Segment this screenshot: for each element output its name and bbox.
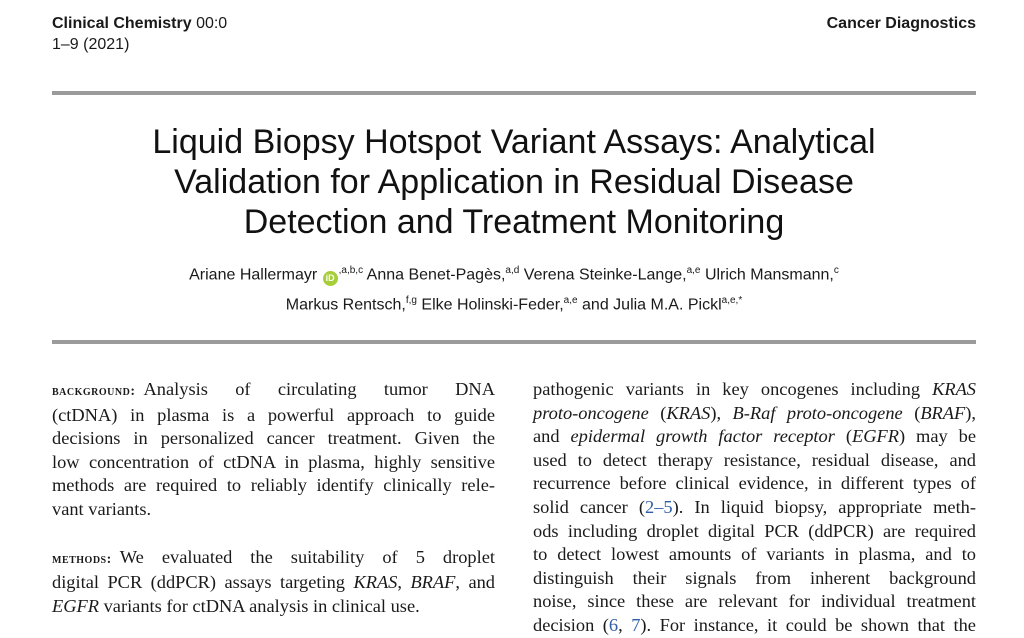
header-divider — [52, 91, 976, 95]
section-label: Cancer Diagnostics — [826, 15, 976, 32]
affiliation-marks — [722, 295, 743, 306]
text-line: proto-oncogene (KRAS), B-Raf proto-oncogene (BRAF), — [533, 402, 976, 423]
title-line: Detection and Treatment Monitoring — [243, 203, 785, 241]
text-line: noise, since these are relevant for individual treatment — [533, 591, 976, 612]
reference-link[interactable]: 2–5 — [645, 496, 673, 517]
affiliation-marks: f,g — [405, 295, 417, 307]
gene-name: KRAS — [353, 572, 398, 593]
background-label: background: — [52, 384, 136, 399]
article-title — [52, 122, 976, 242]
affiliation-marks: a,d — [505, 265, 520, 276]
gene-name: EGFR — [851, 426, 899, 447]
text-line: We evaluated the suitability of 5 droplet — [119, 546, 495, 567]
methods-label: methods: — [52, 551, 112, 567]
gene-name: BRAF — [410, 572, 456, 593]
title-line: Validation for Application in Residual Disease — [174, 163, 854, 201]
text-line: (ctDNA) in plasma is a powerful approach to guide — [52, 404, 495, 425]
text-line: Analysis of circulating tumor DNA — [143, 379, 495, 399]
title-line: Liquid Biopsy Hotspot Variant Assays: Analytical — [152, 123, 876, 161]
journal-header — [52, 13, 227, 55]
gene-name: BRAF — [920, 402, 966, 423]
author-name: Markus Rentsch, — [285, 296, 406, 314]
text-line: methods are required to reliably identify clinically rele- — [52, 475, 495, 496]
author-name: Ulrich Mansmann, — [704, 266, 834, 284]
text-line: to detect lowest amounts of variants in plasma, and to — [533, 544, 976, 565]
text-line: pathogenic variants in key oncogenes including KRAS — [533, 379, 976, 399]
author-name: Verena Steinke-Lange, — [523, 266, 687, 284]
text-line: solid cancer (2–5). In liquid biopsy, appropriate meth- — [533, 496, 977, 517]
gene-name: EGFR — [52, 595, 99, 616]
affiliation-marks: c — [833, 265, 839, 276]
author-name: and Julia M.A. Pickl — [582, 296, 722, 314]
journal-name: Clinical Chemistry — [52, 15, 192, 32]
text-line: distinguish their signals from inherent background — [533, 567, 976, 588]
author-name: Elke Holinski-Feder, — [421, 296, 564, 314]
reference-link[interactable]: 7 — [631, 614, 641, 635]
text-line: used to detect therapy resistance, residual disease, and — [533, 449, 976, 470]
text-line: ods including droplet digital PCR (ddPCR) are required — [533, 520, 976, 541]
text-line: and epidermal growth factor receptor (EGFR) may be — [533, 426, 976, 447]
orcid-icon[interactable]: iD — [323, 271, 338, 286]
affiliation-letters: a,e, — [721, 295, 739, 307]
abstract-background — [52, 378, 495, 522]
abstract-column — [52, 378, 495, 618]
text-line: vant variants. — [52, 498, 152, 519]
gene-name: KRAS — [666, 402, 711, 423]
text-line: digital PCR (ddPCR) assays targeting KRAS, BRAF, and — [52, 572, 495, 593]
affiliation-marks: a,e — [563, 295, 578, 307]
affiliation-marks: a,e — [686, 265, 701, 276]
body-column — [533, 378, 976, 638]
journal-pages-year: 1–9 (2021) — [52, 36, 130, 53]
author-name: Ariane Hallermayr — [189, 266, 318, 284]
author-list — [52, 258, 976, 319]
reference-link[interactable]: 6 — [608, 614, 619, 635]
text-line: low concentration of ctDNA in plasma, highly sensitive — [52, 451, 495, 472]
text-line: decision (6, 7). For instance, it could be shown that the — [533, 614, 976, 635]
abstract-divider — [52, 340, 976, 344]
text-line: recurrence before clinical evidence, in different types of — [533, 473, 976, 494]
text-line: EGFR variants for ctDNA analysis in clinical use. — [52, 595, 420, 616]
body-paragraph — [533, 378, 976, 638]
gene-name: KRAS — [932, 379, 976, 399]
abstract-methods — [52, 546, 495, 619]
journal-volume: 00:0 — [196, 15, 228, 32]
text-line: decisions in personalized cancer treatment. Given the — [52, 428, 495, 449]
affiliation-marks: ,a,b,c — [338, 265, 364, 276]
author-name: Anna Benet-Pagès, — [366, 266, 506, 284]
corresponding-author-mark: * — [738, 295, 743, 307]
